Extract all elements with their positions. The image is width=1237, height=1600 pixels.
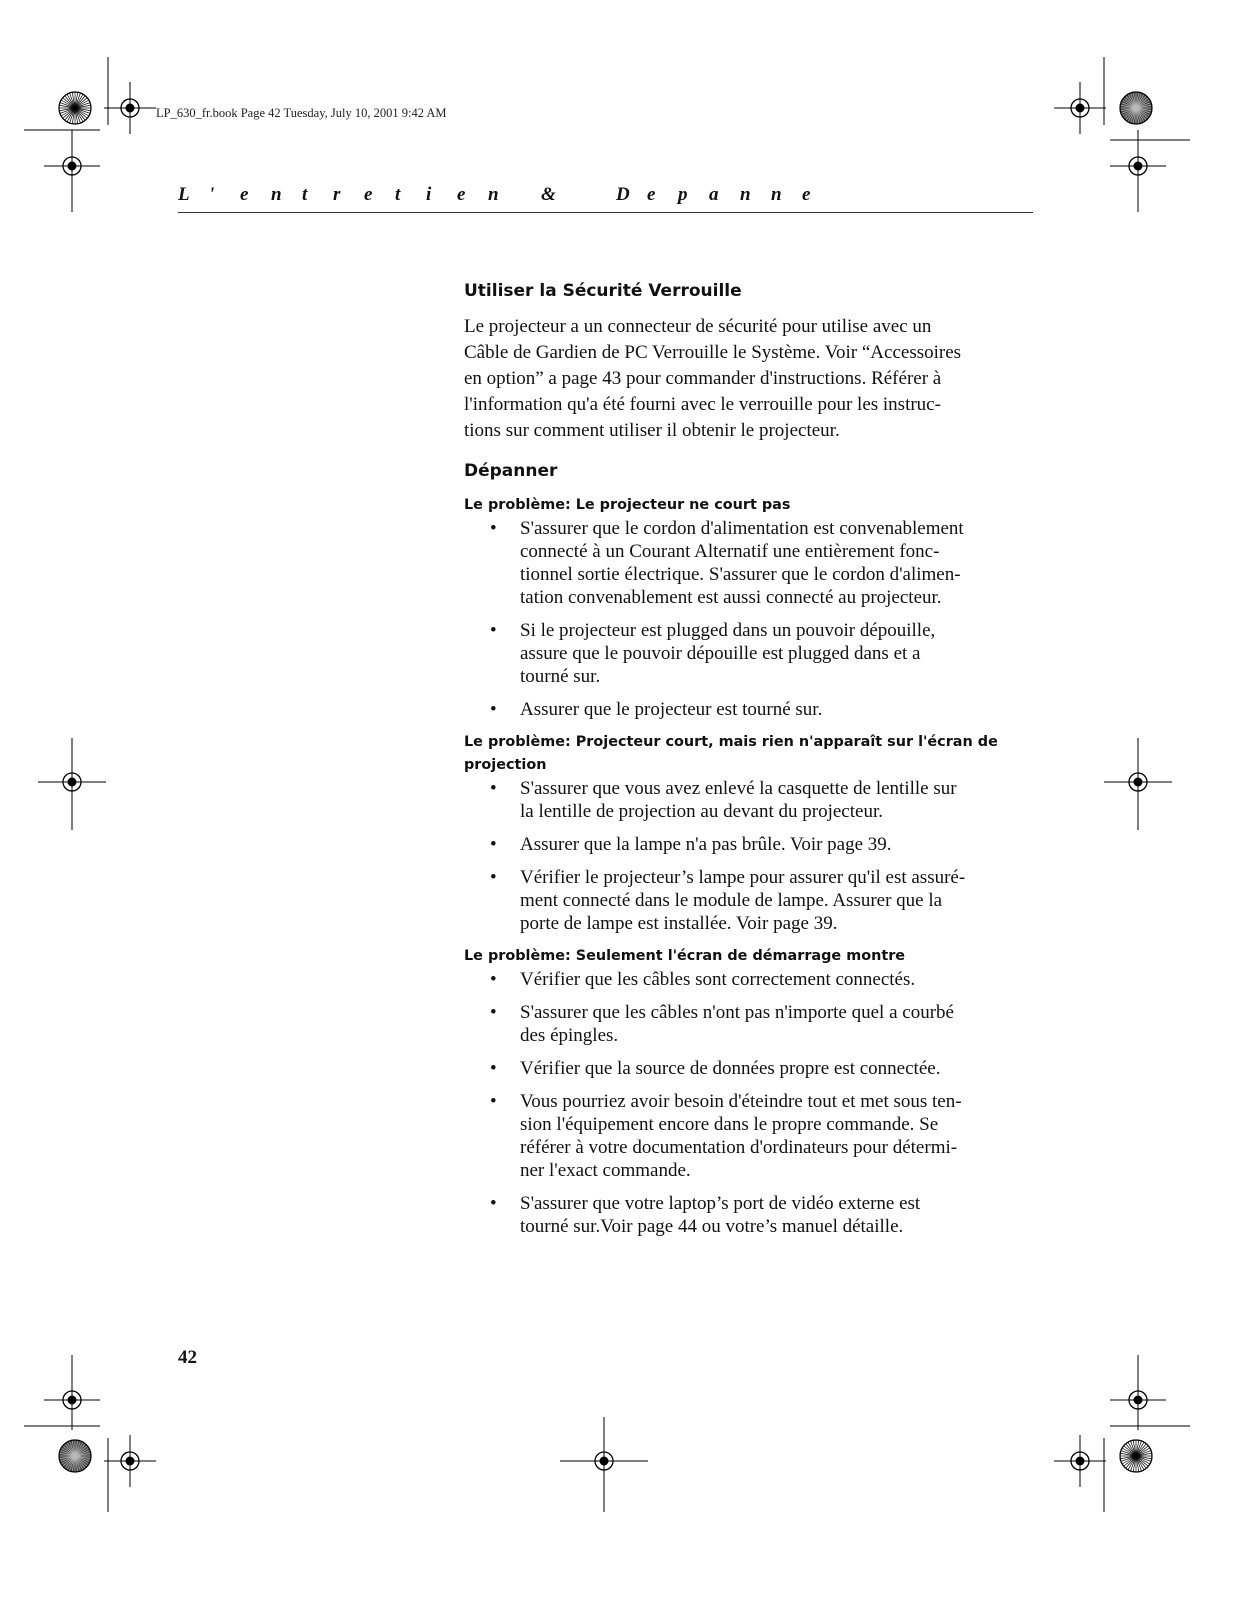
- bullet-line: Vérifier que les câbles sont correctement connectés.: [520, 969, 916, 990]
- bullet-item: [464, 866, 1036, 935]
- bullet-item: [464, 619, 1036, 688]
- bullet-item: [464, 968, 1036, 991]
- paragraph-line: en option” a page 43 pour commander d'instructions. Référer à: [464, 368, 942, 389]
- bullet-marker: •: [490, 1193, 497, 1214]
- bullet-line: ner l'exact commande.: [520, 1160, 691, 1181]
- bullet-item: [464, 698, 1036, 721]
- print-slug: LP_630_fr.book Page 42 Tuesday, July 10, 2001 9:42 AM: [156, 106, 447, 120]
- paragraph-line: l'information qu'a été fourni avec le verrouille pour les instruc-: [464, 394, 941, 415]
- bullet-marker: •: [490, 969, 497, 990]
- section-heading-troubleshoot: Dépanner: [464, 461, 558, 481]
- crosshair-mark: [104, 1435, 156, 1487]
- bullet-line: assure que le pouvoir dépouille est plugged dans et a: [520, 643, 921, 664]
- bullet-item: [464, 1001, 1036, 1047]
- bullet-line: porte de lampe est installée. Voir page 39.: [520, 913, 838, 934]
- bullet-marker: •: [490, 1002, 497, 1023]
- main-content: [464, 280, 1036, 1248]
- bullet-marker: •: [490, 1091, 497, 1112]
- bullet-item: [464, 833, 1036, 856]
- bullet-line: Si le projecteur est plugged dans un pouvoir dépouille,: [520, 620, 936, 641]
- bullet-marker: •: [490, 699, 497, 720]
- problem-list: [464, 494, 1036, 1238]
- bullet-line: la lentille de projection au devant du projecteur.: [520, 801, 883, 822]
- bullet-line: Vérifier le projecteur’s lampe pour assurer qu'il est assuré-: [520, 867, 966, 888]
- registration-target: [1120, 1440, 1152, 1472]
- bullet-line: Assurer que le projecteur est tourné sur.: [520, 699, 823, 720]
- problem-title: Le problème: Projecteur court, mais rien n'apparaît sur l'écran de projection: [464, 734, 998, 773]
- bullet-line: tation convenablement est aussi connecté au projecteur.: [520, 587, 942, 608]
- bullet-list: [464, 517, 1036, 721]
- bullet-line: Vérifier que la source de données propre est connectée.: [520, 1058, 941, 1079]
- registration-target: [1120, 92, 1152, 124]
- bullet-marker: •: [490, 518, 497, 539]
- bullet-marker: •: [490, 834, 497, 855]
- bullet-line: tourné sur.: [520, 666, 601, 687]
- bullet-line: S'assurer que le cordon d'alimentation est convenablement: [520, 518, 964, 539]
- bullet-marker: •: [490, 1058, 497, 1079]
- problem-title: Le problème: Seulement l'écran de démarrage montre: [464, 948, 906, 964]
- problem-title: Le problème: Le projecteur ne court pas: [464, 497, 791, 513]
- paragraph-line: Le projecteur a un connecteur de sécurité pour utilise avec un: [464, 316, 932, 337]
- registration-target: [59, 92, 91, 124]
- bullet-line: S'assurer que vous avez enlevé la casquette de lentille sur: [520, 778, 957, 799]
- running-header: L ' e n t r e t i e n & D e p a n n e: [178, 184, 811, 205]
- crosshair-mark: [1054, 1435, 1106, 1487]
- bullet-line: connecté à un Courant Alternatif une entièrement fonc-: [520, 541, 940, 562]
- bullet-line: des épingles.: [520, 1025, 619, 1046]
- bullet-list: [464, 968, 1036, 1238]
- bullet-line: tourné sur.Voir page 44 ou votre’s manuel détaille.: [520, 1216, 904, 1237]
- bullet-item: [464, 517, 1036, 609]
- bullet-marker: •: [490, 620, 497, 641]
- bullet-line: S'assurer que les câbles n'ont pas n'importe quel a courbé: [520, 1002, 954, 1023]
- registration-target: [59, 1440, 91, 1472]
- bullet-item: [464, 777, 1036, 823]
- bullet-item: [464, 1090, 1036, 1182]
- bullet-line: tionnel sortie électrique. S'assurer que le cordon d'alimen-: [520, 564, 961, 585]
- paragraph-line: tions sur comment utiliser il obtenir le projecteur.: [464, 420, 840, 441]
- header-rule: [178, 212, 1033, 213]
- bullet-marker: •: [490, 778, 497, 799]
- bullet-line: sion l'équipement encore dans le propre commande. Se: [520, 1114, 939, 1135]
- bullet-line: Assurer que la lampe n'a pas brûle. Voir page 39.: [520, 834, 892, 855]
- bullet-line: référer à votre documentation d'ordinateurs pour détermi-: [520, 1137, 958, 1158]
- security-paragraph: [464, 314, 1036, 444]
- bullet-item: [464, 1192, 1036, 1238]
- bullet-item: [464, 1057, 1036, 1080]
- bullet-line: Vous pourriez avoir besoin d'éteindre tout et met sous ten-: [520, 1091, 962, 1112]
- page-number: 42: [178, 1347, 197, 1368]
- bullet-line: S'assurer que votre laptop’s port de vidéo externe est: [520, 1193, 921, 1214]
- bullet-marker: •: [490, 867, 497, 888]
- crosshair-mark: [1054, 82, 1106, 134]
- bullet-list: [464, 777, 1036, 935]
- section-heading-security: Utiliser la Sécurité Verrouille: [464, 281, 742, 301]
- crosshair-mark: [104, 82, 156, 134]
- paragraph-line: Câble de Gardien de PC Verrouille le Système. Voir “Accessoires: [464, 342, 962, 363]
- bullet-line: ment connecté dans le module de lampe. Assurer que la: [520, 890, 943, 911]
